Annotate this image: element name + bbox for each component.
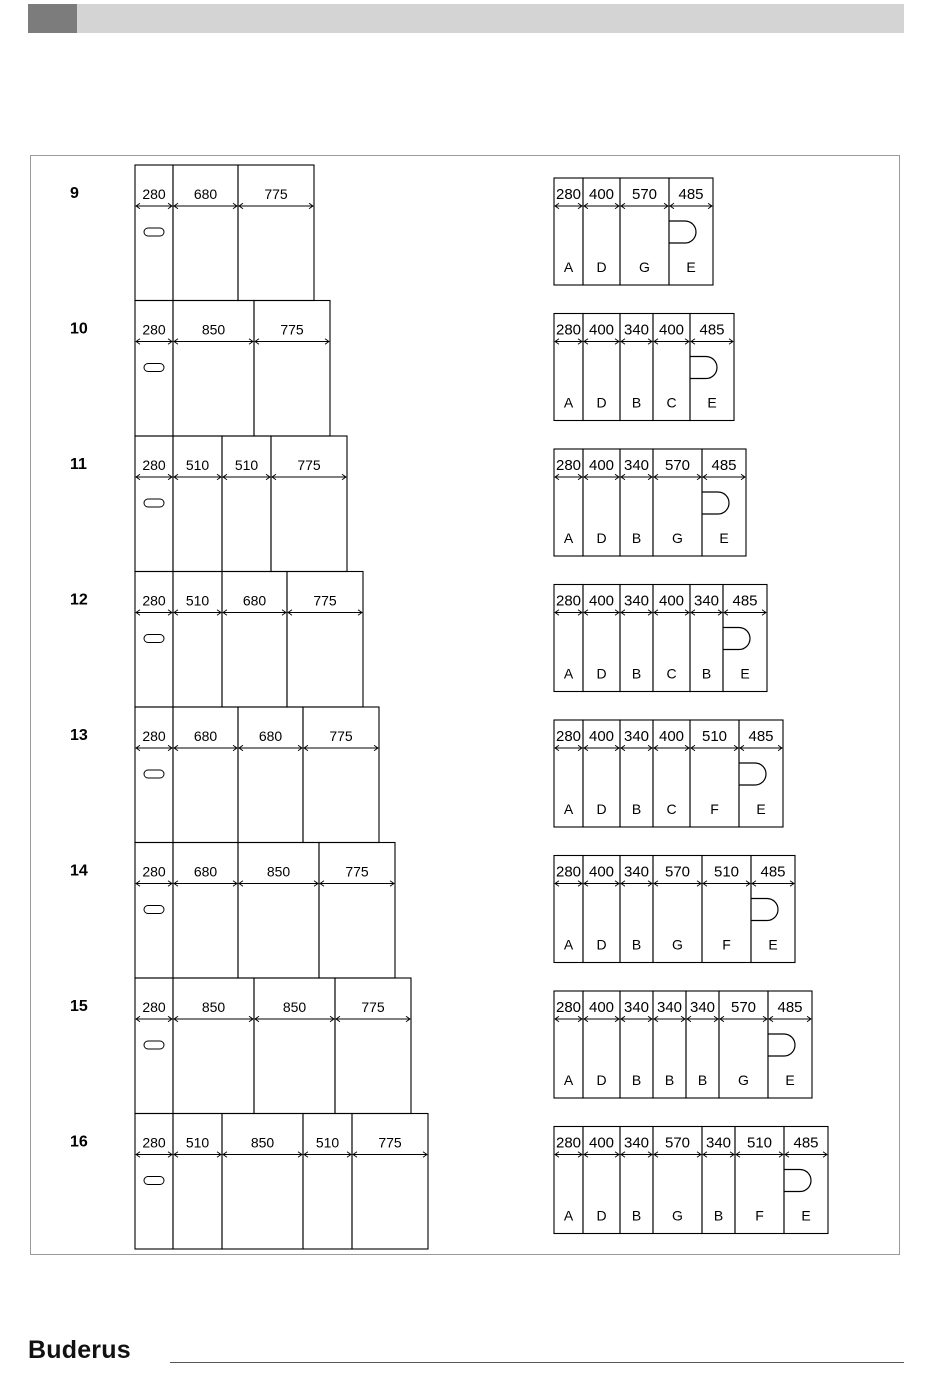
dimension-arrow [621,1152,652,1158]
plan-section-width: 340 [623,1134,650,1152]
dimension-arrow [555,1152,582,1158]
burner-opening-symbol [144,364,164,372]
boiler-section-width: 850 [266,863,291,880]
plan-section-width: 485 [760,863,786,881]
plan-section-width: 340 [623,457,650,474]
plan-section-width: 510 [701,728,728,745]
plan-section-letter: A [563,394,574,411]
plan-section-letter: E [768,936,778,953]
dimension-arrow [174,610,221,616]
plan-section-letter: G [639,259,650,275]
dimension-arrow [654,339,689,345]
dimension-arrow [584,203,619,209]
plan-section-width: 280 [555,999,582,1016]
dimension-arrow [255,1016,334,1022]
plan-section-width: 280 [555,592,582,610]
plan-section-width: 400 [588,728,615,745]
boiler-section-width: 280 [142,999,166,1015]
boiler-section-width: 510 [185,592,210,609]
plan-section-letter: B [631,936,642,953]
plan-section-width: 485 [732,592,758,610]
plan-section-letter: B [631,1072,642,1088]
plan-section-letter: E [740,665,750,682]
plan-section-width: 340 [623,728,650,745]
burner-opening-symbol [144,499,164,507]
dimension-arrow [654,1016,685,1022]
plan-section-letter: B [701,665,712,682]
plan-section-letter: B [631,801,642,817]
dimension-arrow [174,1152,221,1158]
row-number: 11 [70,456,87,473]
plan-section-width: 485 [777,999,803,1016]
dimension-arrow [621,1016,652,1022]
footer-rule [170,1362,904,1363]
plan-section-width: 400 [658,728,685,745]
plan-section-width: 510 [746,1134,773,1152]
plan-section-width: 570 [664,863,691,881]
plan-section-letter: C [666,801,677,817]
burner-opening-symbol [144,1177,164,1185]
plan-section-width: 570 [664,457,691,474]
plan-section-width: 280 [555,457,582,474]
dimension-arrow [691,745,738,751]
plan-section-letter: D [596,530,607,546]
plan-section-width: 570 [664,1134,691,1152]
plan-section-width: 400 [658,321,685,339]
plan-section-letter: A [563,1207,574,1224]
row-number: 12 [70,591,88,609]
dimension-arrow [654,1152,701,1158]
dimension-arrow [720,1016,767,1022]
dimension-arrow [752,881,794,887]
boiler-section-width: 680 [193,186,218,202]
dimension-arrow [584,610,619,616]
dimension-arrow [174,881,237,887]
dimension-arrow [736,1152,783,1158]
plan-section-width: 400 [588,592,615,610]
dimension-arrow [223,610,286,616]
dimension-arrow [703,881,750,887]
dimension-arrow [621,474,652,480]
dimension-arrow [174,1016,253,1022]
plan-section-letter: A [563,530,574,546]
dimension-arrow [621,745,652,751]
plan-section-letter: E [707,394,717,411]
plan-section-letter: D [596,936,607,953]
dimension-arrow [654,610,689,616]
row-number: 10 [70,320,88,338]
dimension-arrow [654,881,701,887]
dimension-arrow [691,610,722,616]
burner-symbol [751,899,778,921]
dimension-arrow [336,1016,410,1022]
boiler-section-width: 775 [329,728,353,744]
plan-section-letter: F [722,936,731,953]
dimension-arrow [555,339,582,345]
burner-symbol [702,492,729,514]
dimension-arrow [136,339,172,345]
dimension-arrow [740,745,782,751]
plan-section-letter: D [596,1072,607,1088]
plan-section-letter: D [596,1207,607,1224]
plan-section-letter: F [710,801,719,817]
dimension-arrow [670,203,712,209]
plan-section-letter: E [756,801,766,817]
plan-section-letter: B [664,1072,675,1088]
plan-section-width: 400 [588,999,615,1016]
dimension-arrow [136,1016,172,1022]
dimension-arrow [769,1016,811,1022]
boiler-section-width: 680 [193,863,218,880]
plan-section-width: 510 [713,863,740,881]
plan-section-letter: G [672,530,683,546]
plan-section-width: 400 [588,863,615,881]
plan-section-letter: B [631,530,642,546]
dimension-arrow [621,203,668,209]
burner-opening-symbol [144,770,164,778]
dimension-arrow [223,474,270,480]
plan-section-width: 280 [555,186,582,203]
burner-symbol [768,1034,795,1056]
boiler-section-width: 850 [201,321,226,338]
plan-section-width: 340 [623,321,650,339]
dimension-arrow [584,1152,619,1158]
boiler-section-width: 775 [264,186,288,202]
plan-section-width: 340 [623,863,650,881]
boiler-section-width: 280 [142,728,166,744]
plan-section-letter: B [697,1072,708,1088]
boiler-section-width: 280 [142,321,166,338]
plan-section-width: 485 [711,457,737,474]
plan-section-width: 280 [555,1134,582,1152]
plan-section-width: 400 [588,321,615,339]
plan-section-letter: D [596,259,607,275]
plan-section-letter: B [713,1207,724,1224]
boiler-section-width: 775 [345,863,369,880]
plan-section-width: 485 [748,728,774,745]
dimension-arrow [288,610,362,616]
plan-section-letter: B [631,665,642,682]
dimension-arrow [555,745,582,751]
dimension-arrow [584,474,619,480]
dimension-arrow [555,610,582,616]
row-number: 9 [70,185,79,202]
plan-section-width: 485 [793,1134,819,1152]
dimension-arrow [136,745,172,751]
plan-section-width: 400 [588,1134,615,1152]
dimension-arrow [239,745,302,751]
plan-section-letter: B [631,1207,642,1224]
plan-section-width: 280 [555,728,582,745]
row-number: 13 [70,727,88,744]
dimension-arrow [136,610,172,616]
boiler-section-width: 775 [378,1134,402,1151]
plan-section-width: 280 [555,321,582,339]
dimension-arrow [174,339,253,345]
plan-section-width: 340 [656,999,683,1016]
plan-section-letter: C [666,394,677,411]
dimension-arrow [555,1016,582,1022]
boiler-section-width: 280 [142,592,166,609]
plan-section-width: 340 [689,999,716,1016]
buderus-logo: Buderus [28,1336,131,1364]
dimension-arrow [223,1152,302,1158]
boiler-section-width: 850 [250,1134,275,1151]
dimension-arrow [654,745,689,751]
dimension-arrow [584,1016,619,1022]
plan-section-letter: D [596,801,607,817]
plan-section-letter: B [631,394,642,411]
boiler-section-width: 510 [185,457,210,473]
dimension-arrow [353,1152,427,1158]
burner-symbol [784,1170,811,1192]
boiler-section-width: 775 [313,592,337,609]
plan-section-width: 485 [678,186,704,203]
dimension-arrow [584,745,619,751]
dimension-arrow [555,881,582,887]
dimension-arrow [724,610,766,616]
dimension-arrow [304,745,378,751]
boiler-section-width: 510 [234,457,259,473]
dimension-arrow [785,1152,827,1158]
dimension-arrow [621,339,652,345]
boiler-section-width: 680 [258,728,283,744]
boiler-section-width: 850 [282,999,307,1015]
dimension-arrow [555,203,582,209]
burner-symbol [690,357,717,379]
boiler-section-width: 280 [142,186,166,202]
boiler-section-width: 775 [280,321,304,338]
plan-section-letter: A [563,936,574,953]
plan-section-width: 570 [730,999,757,1016]
boiler-section-width: 680 [242,592,267,609]
boiler-section-width: 850 [201,999,226,1015]
plan-section-letter: E [719,530,729,546]
plan-section-width: 400 [588,186,615,203]
boiler-section-width: 775 [361,999,385,1015]
dimension-arrow [304,1152,351,1158]
dimension-arrow [687,1016,718,1022]
plan-section-width: 400 [588,457,615,474]
burner-symbol [669,221,696,243]
boiler-section-width: 680 [193,728,218,744]
dimension-arrow [654,474,701,480]
plan-section-width: 280 [555,863,582,881]
burner-opening-symbol [144,906,164,914]
plan-section-width: 340 [693,592,720,610]
plan-section-width: 340 [623,592,650,610]
boiler-section-width: 510 [185,1134,210,1151]
plan-section-letter: G [672,936,683,953]
dimension-arrow [174,474,221,480]
boiler-section-width: 510 [315,1134,340,1151]
boiler-section-width: 280 [142,863,166,880]
dimension-arrow [621,881,652,887]
dimension-arrow [255,339,329,345]
dimension-arrow [136,474,172,480]
plan-section-letter: G [672,1207,683,1224]
plan-section-letter: A [563,1072,574,1088]
burner-symbol [739,763,766,785]
boiler-section-width: 280 [142,457,166,473]
row-number: 15 [70,998,88,1015]
dimension-arrow [584,881,619,887]
plan-section-letter: E [801,1207,811,1224]
row-number: 14 [70,862,88,880]
dimension-arrow [320,881,394,887]
plan-section-width: 400 [658,592,685,610]
dimension-arrow [174,203,237,209]
dimension-arrow [621,610,652,616]
plan-section-width: 570 [631,186,658,203]
plan-section-letter: A [563,665,574,682]
dimension-arrow [136,1152,172,1158]
dimension-arrow [239,203,313,209]
plan-section-letter: A [563,801,574,817]
burner-opening-symbol [144,635,164,643]
row-number: 16 [70,1133,88,1151]
plan-section-letter: C [666,665,677,682]
burner-symbol [723,628,750,650]
plan-section-letter: E [785,1072,795,1088]
burner-opening-symbol [144,1041,164,1049]
plan-section-letter: A [563,259,574,275]
dimension-arrow [239,881,318,887]
dimension-arrow [703,1152,734,1158]
plan-section-width: 340 [623,999,650,1016]
plan-section-letter: D [596,665,607,682]
burner-opening-symbol [144,228,164,236]
boiler-section-width: 775 [297,457,321,473]
plan-section-letter: D [596,394,607,411]
dimension-arrow [136,203,172,209]
dimension-arrow [555,474,582,480]
plan-section-letter: E [686,259,696,275]
plan-section-width: 340 [705,1134,732,1152]
dimension-arrow [691,339,733,345]
dimension-arrow [703,474,745,480]
boiler-section-width: 280 [142,1134,166,1151]
plan-section-letter: G [738,1072,749,1088]
dimension-arrow [174,745,237,751]
plan-section-letter: F [755,1207,764,1224]
plan-section-width: 485 [699,321,725,339]
dimension-arrow [136,881,172,887]
dimension-arrow [272,474,346,480]
dimension-arrow [584,339,619,345]
